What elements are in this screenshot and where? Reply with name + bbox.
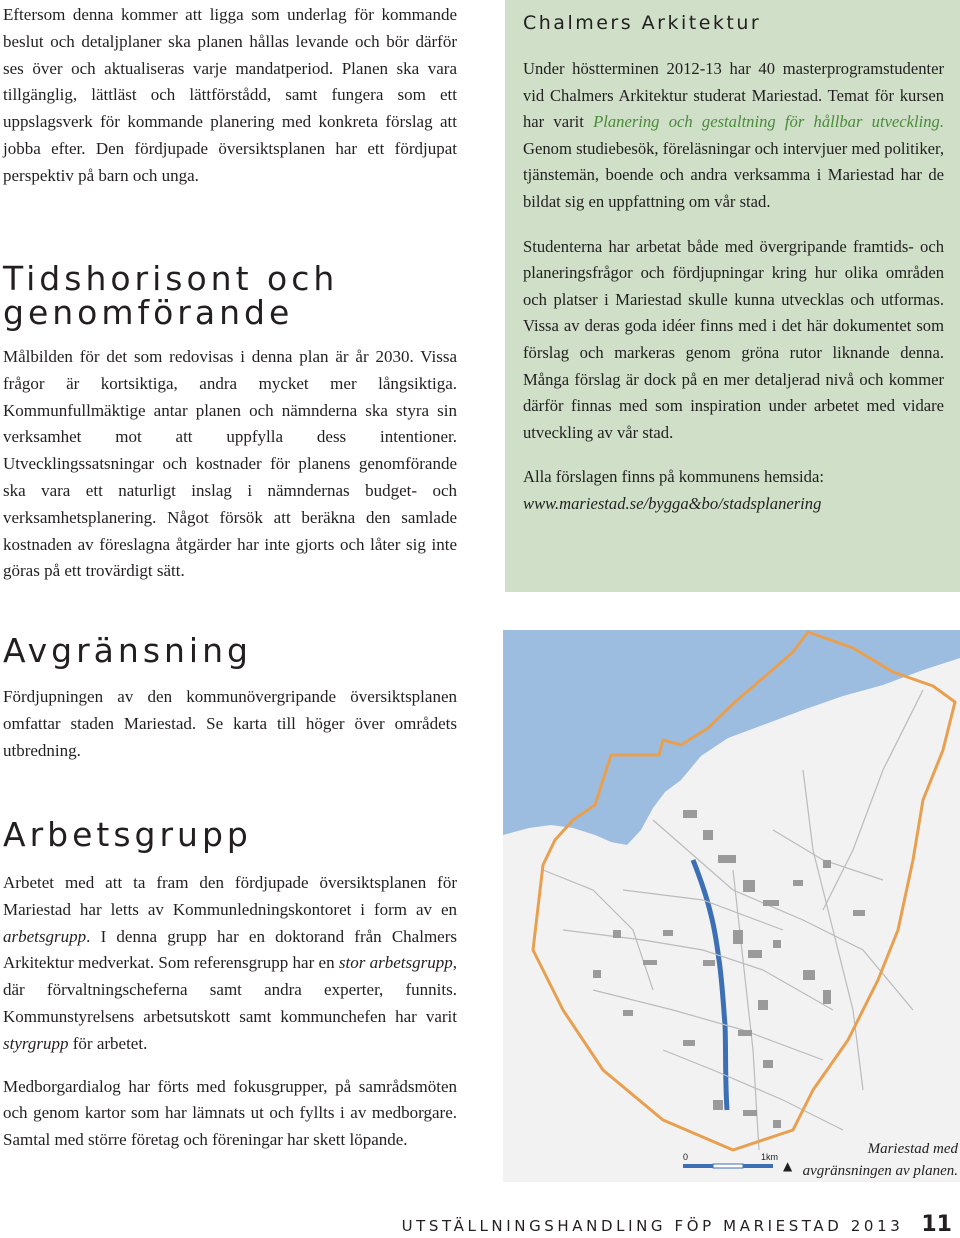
mariestad-map xyxy=(503,630,960,1182)
chalmers-paragraph-3: Alla förslagen finns på kommunens hemsida: xyxy=(523,467,824,487)
map-caption-line2: avgränsningen av planen. xyxy=(802,1163,958,1179)
scale-start-label: 0 xyxy=(683,1152,689,1162)
text-span: Under höstterminen 2012-13 har 40 masterprogramstudenter vid Chalmers Arkitektur studerat Mariestad. Temat för kursen har varit xyxy=(523,59,944,132)
arbetsgrupp-paragraph-2: Medborgardialog har förts med fokusgrupper, på samrådsmöten och genom kartor som har lämnats ut och fyllts i av medborgare. Samtal med större företag och föreningar har skett löpande. xyxy=(3,1076,457,1150)
avgransning-heading: Avgränsning xyxy=(3,631,252,670)
scale-end-label: 1km xyxy=(761,1152,779,1162)
text-span: Genom studiebesök, föreläsningar och intervjuer med politiker, tjänstemän, boende och andra verksamma i Mariestad har de bildat sig en uppfattning om vår stad. xyxy=(523,138,944,211)
north-arrow-icon: ▲ xyxy=(783,1159,793,1173)
arbetsgrupp-paragraph-1 xyxy=(3,870,457,1058)
tidshorisont-section xyxy=(3,259,457,585)
page-number: 11 xyxy=(921,1212,952,1237)
chalmers-paragraph-1 xyxy=(523,56,944,216)
chalmers-box-title: Chalmers Arkitektur xyxy=(523,12,762,34)
scale-bar xyxy=(683,1164,773,1168)
avgransning-section xyxy=(3,631,457,764)
tidshorisont-heading-line2: genomförande xyxy=(3,293,294,332)
emphasis-stor-arbetsgrupp: stor arbetsgrupp xyxy=(338,953,453,973)
text-span: . I denna grupp har en doktorand från Chalmers Arkitektur medverkat. Som referensgrupp har en xyxy=(3,926,457,973)
intro-paragraph: Eftersom denna kommer att ligga som underlag för kommande beslut och detaljplaner ska planen hållas levande och bör därför ses över och aktualiseras varje mandatperiod. Planen ska vara tillgänglig, lättläst och lättförstådd, samt fungera som ett uppslagsverk för kommande planering med konkreta förslag att jobba efter. Den fördjupade översiktsplanen har ett fördjupat perspektiv på barn och unga. xyxy=(3,5,457,185)
map-graphic xyxy=(503,630,960,1182)
page-footer xyxy=(402,1212,952,1237)
emphasis-styrgrupp: styrgrupp xyxy=(3,1033,69,1053)
emphasis-arbetsgrupp: arbetsgrupp xyxy=(3,926,87,946)
avgransning-paragraph: Fördjupningen av den kommunövergripande översiktsplanen omfattar staden Mariestad. Se karta till höger över områdets utbredning. xyxy=(3,687,457,760)
course-theme: Planering och gestaltning för hållbar utveckling. xyxy=(593,112,944,132)
arbetsgrupp-heading: Arbetsgrupp xyxy=(3,815,252,854)
map-caption-line1: Mariestad med xyxy=(867,1141,958,1157)
chalmers-url: www.mariestad.se/bygga&bo/stadsplanering xyxy=(523,493,822,513)
tidshorisont-paragraph: Målbilden för det som redovisas i denna plan är år 2030. Vissa frågor är kortsiktiga, andra mycket mer långsiktiga. Kommunfullmäktige antar planen och nämnderna ska styra sin verksamhet mot att uppfylla dess intentioner. Utvecklingssatsningar och kostnader för planens genomförande ska vara ett naturligt inslag i nämndernas budget- och verksamhetsplanering. Något försök att beräkna den samlade kostnaden av föreslagna åtgärder har inte gjorts och låter sig inte göras på ett trovärdigt sätt. xyxy=(3,347,457,581)
text-span: för arbetet. xyxy=(68,1033,148,1053)
text-span: Arbetet med att ta fram den fördjupade översiktsplanen för Mariestad har letts av Kommunledningskontoret i form av en xyxy=(3,873,457,919)
arbetsgrupp-section xyxy=(3,815,457,1154)
intro-section xyxy=(3,2,457,190)
chalmers-info-box xyxy=(505,0,960,592)
map-caption xyxy=(798,1138,958,1182)
tidshorisont-heading-line1: Tidshorisont och xyxy=(3,259,339,298)
chalmers-paragraph-2: Studenterna har arbetat både med övergripande framtids- och planeringsfrågor och fördjupningar kring hur olika områden och platser i Mariestad skulle kunna utvecklas och utformas. Vissa av deras goda idéer finns med i det här dokumentet som förslag och markeras genom gröna rutor liknande denna. Många förslag är dock på en mer detaljerad nivå och kommer därför finnas med som inspiration under arbetet med vidare utveckling av vår stad. xyxy=(523,236,944,442)
footer-title: UTSTÄLLNINGSHANDLING FÖP MARIESTAD 2013 xyxy=(401,1217,904,1235)
text-span: , där förvaltningscheferna samt andra experter, funnits. Kommunstyrelsens arbetsutskott samt kommunchefen har varit xyxy=(3,953,457,1026)
tidshorisont-heading xyxy=(3,259,457,332)
